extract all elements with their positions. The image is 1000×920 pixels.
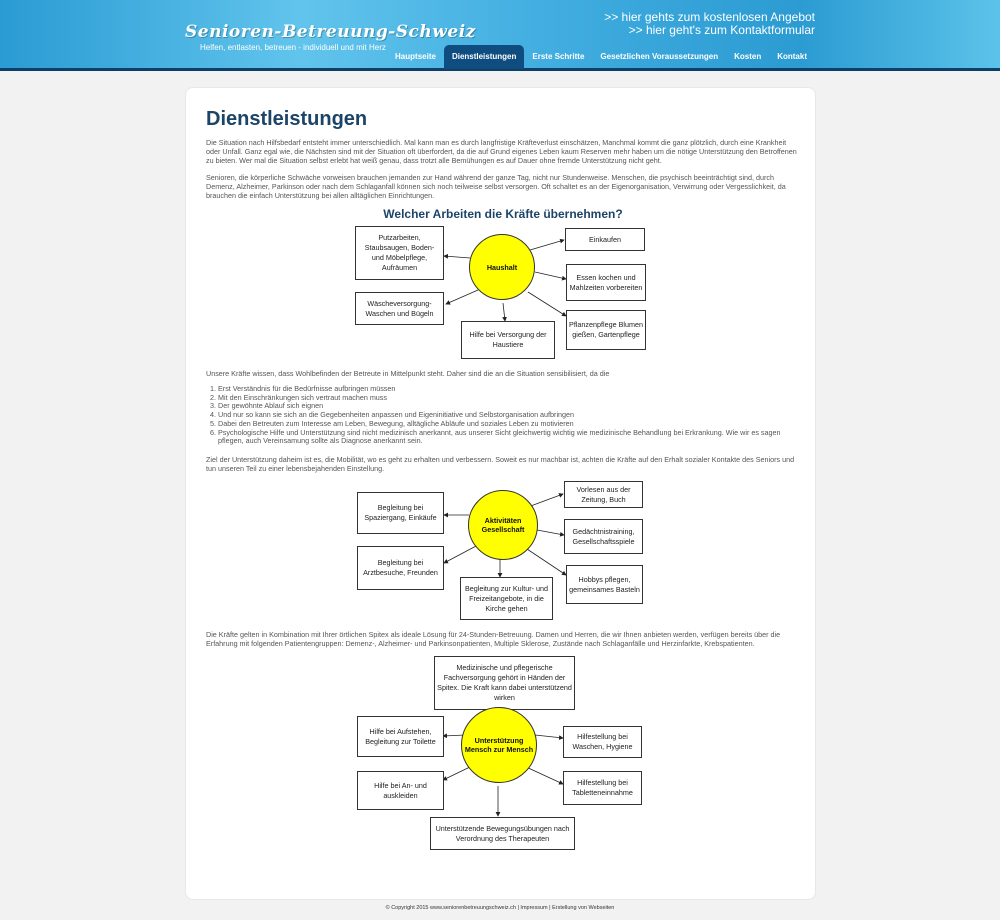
intro-paragraph: Die Situation nach Hilfsbedarf entsteht immer unterschiedlich. Mal kann man es durch langfristige Kräfteverlust einschätzen, Manchmal kommt die ganz plötzlich, durch eine Krankheit oder Unfall. Ganz egal wie, die Nächsten sind mit der Situation oft überfordert, da die auf Grund eigenes Leben kaum Reserven mehr haben um die nötige Unterstützung den Betroffenen zu bieten. Wer mal die Situation selbst erlebt hat weiß genau, dass trotzt alle Bemühungen es auf Dauer ohne fremde Unterstützung nicht geht. xyxy=(206,138,797,166)
contact-form-link[interactable]: >> hier geht's zum Kontaktformular xyxy=(628,23,815,37)
diagram-box: Gedächtnistraining, Gesellschaftsspiele xyxy=(564,519,643,554)
nav-dienstleistungen[interactable]: Dienstleistungen xyxy=(444,45,524,69)
list-item: 6. Psychologische Hilfe und Unterstützung sind nicht medizinisch anerkannt, aus unserer Sicht gleichwertig wichtig wie medizinische Behandlung bei Erkrankung. Wie wir es sagen pflegen, auch Vereinsamung sollte als Diagnose anerkannt sein. xyxy=(218,429,798,446)
list-item: 1. Erst Verständnis für die Bedürfnisse aufbringen müssen xyxy=(218,385,798,394)
diagram-box: Hilfestellung bei Waschen, Hygiene xyxy=(563,726,642,758)
diagram-box: Hilfe bei Aufstehen, Begleitung zur Toilette xyxy=(357,716,444,757)
nav-erste-schritte[interactable]: Erste Schritte xyxy=(532,52,585,61)
diagram-box: Unterstützende Bewegungsübungen nach Verordnung des Therapeuten xyxy=(430,817,575,850)
paragraph: Unsere Kräfte wissen, dass Wohlbefinden der Betreute in Mittelpunkt steht. Daher sind die an die Situation sensibilisiert, da die xyxy=(206,369,610,378)
diagram-box: Putzarbeiten, Staubsaugen, Boden- und Möbelpflege, Aufräumen xyxy=(355,226,444,280)
list-item: 4. Und nur so kann sie sich an die Gegebenheiten anpassen und Eigeninitiative und Selbstorganisation aufbringen xyxy=(218,411,798,420)
paragraph: Die Kräfte gelten in Kombination mit Ihrer örtlichen Spitex als ideale Lösung für 24-Stunden-Betreuung. Damen und Herren, die wir Ihnen anbieten werden, verfügen bereits über die Erfahrung mit folgenden Patientengruppen: Demenz-, Alzheimer- und Parkinsonpatienten, Multiple Sklerose, Zustände nach Schlaganfälle und Herzinfarkte, Krebspatienten. xyxy=(206,630,781,649)
logo-title[interactable]: Senioren-Betreuung-Schweiz xyxy=(185,22,476,42)
diagram-box: Hilfe bei Versorgung der Haustiere xyxy=(461,321,555,359)
diagram-box: Einkaufen xyxy=(565,228,645,251)
diagram-box: Hobbys pflegen, gemeinsames Basteln xyxy=(566,565,643,604)
diagram-box: Pflanzenpflege Blumen gießen, Gartenpflege xyxy=(566,310,646,350)
offer-link[interactable]: >> hier gehts zum kostenlosen Angebot xyxy=(604,10,815,24)
list-item: 5. Dabei den Betreuten zum Interesse am Leben, Bewegung, alltägliche Abläufe und soziales Leben zu motivieren xyxy=(218,420,798,429)
sensitivity-list xyxy=(218,385,798,446)
diagram-box: Begleitung bei Arztbesuche, Freunden xyxy=(357,546,444,590)
diagram-center-aktivitaeten: Aktivitäten Gesellschaft xyxy=(468,490,538,560)
diagram-center-unterstuetzung: Unterstützung Mensch zur Mensch xyxy=(461,707,537,783)
diagram-box: Hilfestellung bei Tabletteneinnahme xyxy=(563,771,642,805)
nav-hauptseite[interactable]: Hauptseite xyxy=(395,52,436,61)
diagram-box: Vorlesen aus der Zeitung, Buch xyxy=(564,481,643,508)
diagram-title: Welcher Arbeiten die Kräfte übernehmen? xyxy=(383,207,623,221)
page-title: Dienstleistungen xyxy=(206,108,368,130)
nav-kontakt[interactable]: Kontakt xyxy=(777,52,807,61)
nav-kosten[interactable]: Kosten xyxy=(734,52,762,61)
diagram-center-haushalt: Haushalt xyxy=(469,234,535,300)
main-nav xyxy=(387,45,815,69)
diagram-box: Wäscheversorgung-Waschen und Bügeln xyxy=(355,292,444,325)
diagram-box: Essen kochen und Mahlzeiten vorbereiten xyxy=(566,264,646,301)
seniors-paragraph: Senioren, die körperliche Schwäche vorweisen brauchen jemanden zur Hand während der ganze Tag, nicht nur Stundenweise. Menschen, die psychisch beeinträchtigt sind, durch Demenz, Alzheimer, Parkinson oder nach dem Schlaganfall können sich noch teilweise selbst versorgen. Oft schaltet es an der Eigenorganisation, Verwirrung oder Vergesslichkeit, da brauchen die einfach Unterstützung bei allen alltäglichen Einrichtungen. xyxy=(206,173,786,201)
logo-subtitle: Helfen, entlasten, betreuen - individuell und mit Herz xyxy=(200,43,386,52)
diagram-box: Begleitung bei Spaziergang, Einkäufe xyxy=(357,492,444,534)
diagram-box: Hilfe bei An- und auskleiden xyxy=(357,771,444,810)
diagram-box: Medizinische und pflegerische Fachversorgung gehört in Händen der Spitex. Die Kraft kann dabei unterstützend wirken xyxy=(434,656,575,710)
paragraph: Ziel der Unterstützung daheim ist es, die Mobilität, wo es geht zu erhalten und verbessern. Soweit es nur machbar ist, achten die Kräfte auf den Erhalt sozialer Kontakte des Seniors und tun unseren Teil zu einer lebensbejahenden Einstellung. xyxy=(206,455,795,474)
nav-voraussetzungen[interactable]: Gesetzlichen Voraussetzungen xyxy=(600,52,719,61)
list-item: 2. Mit den Einschränkungen sich vertraut machen muss xyxy=(218,394,798,403)
footer[interactable]: © Copyright 2015 www.seniorenbetreuungschweiz.ch | Impressum | Erstellung von Webseiten xyxy=(385,905,615,911)
diagram-box: Begleitung zur Kultur- und Freizeitangebote, in die Kirche gehen xyxy=(460,577,553,620)
list-item: 3. Der gewöhnte Ablauf sich eignen xyxy=(218,402,798,411)
